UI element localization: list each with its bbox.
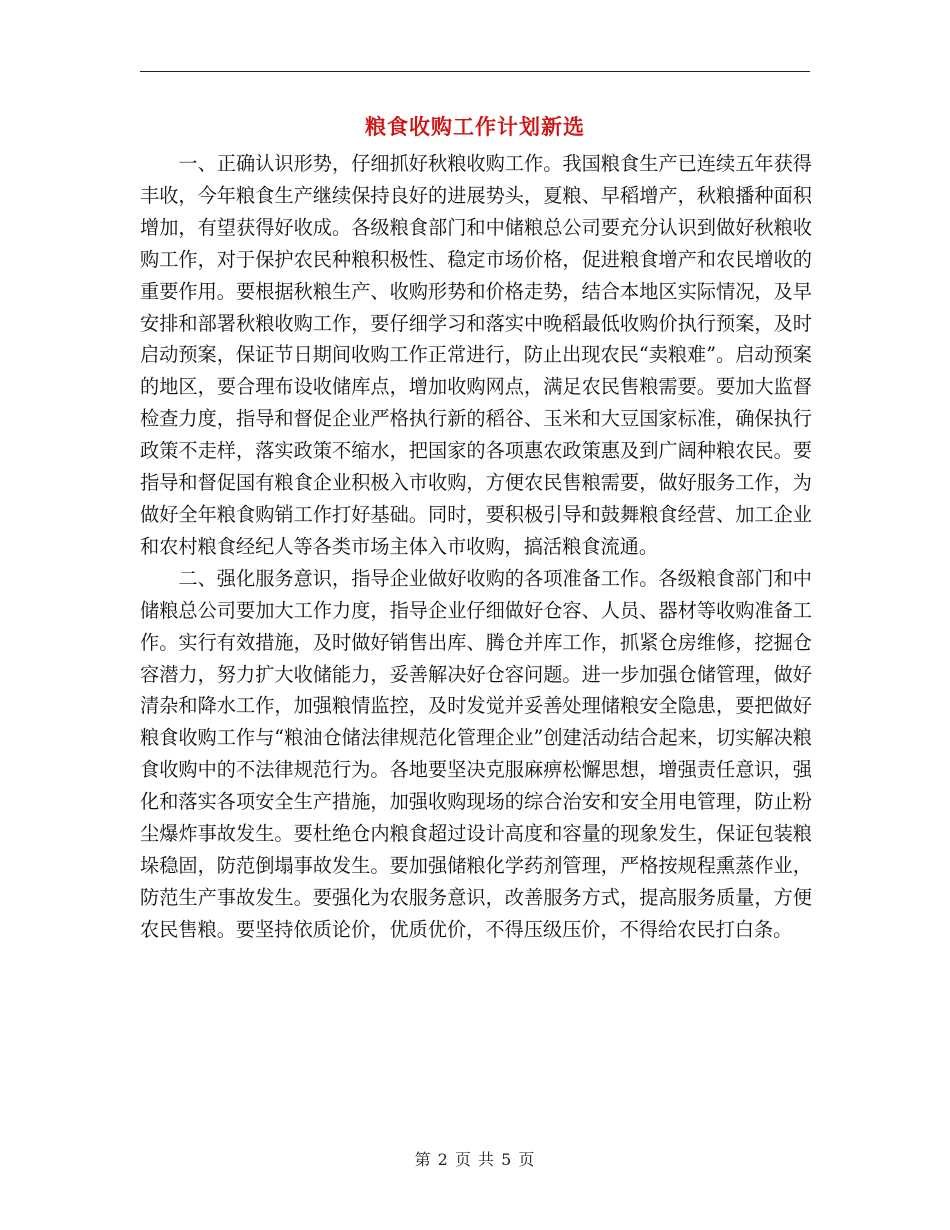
page-number: 第 2 页 共 5 页 bbox=[414, 1150, 536, 1169]
paragraph-2: 二、强化服务意识，指导企业做好收购的各项准备工作。各级粮食部门和中储粮总公司要加大工作力度，指导企业仔细做好仓容、人员、器材等收购准备工作。实行有效措施，及时做好销售出库、腾仓并库工作，抓紧仓房维修，挖掘仓容潜力，努力扩大收储能力，妥善解决好仓容问题。进一步加强仓储管理，做好清杂和降水工作，加强粮情监控，及时发觉并妥善处理储粮安全隐患，要把做好粮食收购工作与“粮油仓储法律规范化管理企业”创建活动结合起来，切实解决粮食收购中的不法律规范行为。各地要坚决克服麻痹松懈思想，增强责任意识，强化和落实各项安全生产措施，加强收购现场的综合治安和安全用电管理，防止粉尘爆炸事故发生。要杜绝仓内粮食超过设计高度和容量的现象发生，保证包装粮垛稳固，防范倒塌事故发生。要加强储粮化学药剂管理，严格按规程熏蒸作业，防范生产事故发生。要强化为农服务意识，改善服务方式，提高服务质量，方便农民售粮。要坚持依质论价，优质优价，不得压级压价，不得给农民打白条。 bbox=[140, 566, 812, 941]
document-body bbox=[140, 148, 812, 946]
document-title: 粮食收购工作计划新选 bbox=[365, 115, 585, 139]
paragraph-1: 一、正确认识形势，仔细抓好秋粮收购工作。我国粮食生产已连续五年获得丰收，今年粮食生产继续保持良好的进展势头，夏粮、早稻增产，秋粮播种面积增加，有望获得好收成。各级粮食部门和中储粮总公司要充分认识到做好秋粮收购工作，对于保护农民种粮积极性、稳定市场价格，促进粮食增产和农民增收的重要作用。要根据秋粮生产、收购形势和价格走势，结合本地区实际情况，及早安排和部署秋粮收购工作，要仔细学习和落实中晚稻最低收购价执行预案，及时启动预案，保证节日期间收购工作正常进行，防止出现农民“卖粮难”。启动预案的地区，要合理布设收储库点，增加收购网点，满足农民售粮需要。要加大监督检查力度，指导和督促企业严格执行新的稻谷、玉米和大豆国家标准，确保执行政策不走样，落实政策不缩水，把国家的各项惠农政策惠及到广阔种粮农民。要指导和督促国有粮食企业积极入市收购，方便农民售粮需要，做好服务工作，为做好全年粮食购销工作打好基础。同时，要积极引导和鼓舞粮食经营、加工企业和农村粮食经纪人等各类市场主体入市收购，搞活粮食流通。 bbox=[140, 152, 812, 558]
header-rule bbox=[140, 71, 810, 72]
